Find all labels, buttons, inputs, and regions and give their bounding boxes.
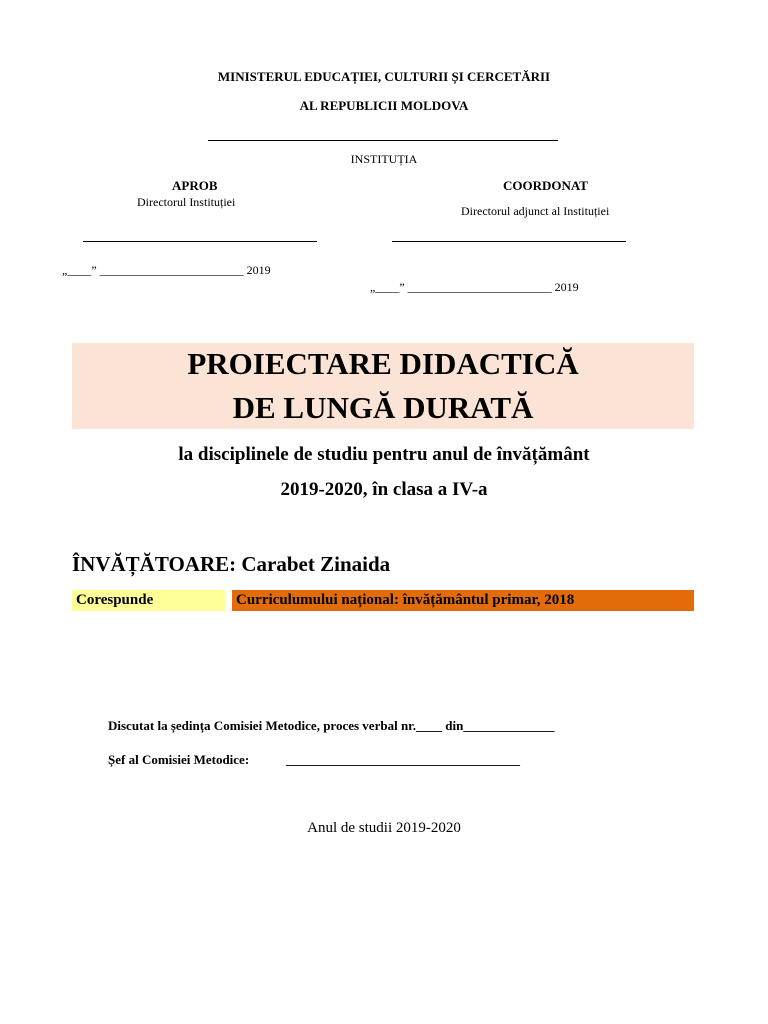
teacher-name: ÎNVĂȚĂTOARE: Carabet Zinaida [72,552,391,576]
subtitle-line1: la disciplinele de studiu pentru anul de învățământ [178,444,590,465]
ministry-name-line2: AL REPUBLICII MOLDOVA [299,98,469,113]
coordinate-signature-line [392,241,626,242]
correspondence-label-cell [72,590,225,611]
study-year: Anul de studii 2019-2020 [307,820,461,836]
approve-signature-line [83,241,317,242]
coordinate-date: „____” ________________________ 2019 [370,280,579,294]
ministry-name-line1: MINISTERUL EDUCAȚIEI, CULTURII ȘI CERCETĂRII [217,69,551,84]
title-line2: DE LUNGĂ DURATĂ [232,390,534,425]
subtitle-line2: 2019-2020, în clasa a IV-a [280,479,488,500]
approve-role: Directorul Instituției [137,195,236,209]
commission-head-label: Șef al Comisiei Metodice: [108,752,250,767]
approve-title: APROB [172,178,218,193]
approve-date: „____” ________________________ 2019 [62,263,271,277]
correspondence-value-cell [232,590,694,611]
correspondence-label: Corespunde [76,592,154,608]
institution-label: INSTITUȚIA [350,152,418,166]
correspondence-value: Curriculumului național: învățământul primar, 2018 [236,592,575,608]
coordinate-role: Directorul adjunct al Instituției [461,204,610,218]
coordinate-title: COORDONAT [503,178,588,193]
title-line1: PROIECTARE DIDACTICĂ [187,346,579,381]
title-box [72,343,694,429]
methodical-commission-minutes: Discutat la ședința Comisiei Metodice, proces verbal nr.____ din______________ [108,718,555,733]
institution-name-blank [208,140,558,141]
commission-head-blank: ____________________________________ [286,752,520,767]
